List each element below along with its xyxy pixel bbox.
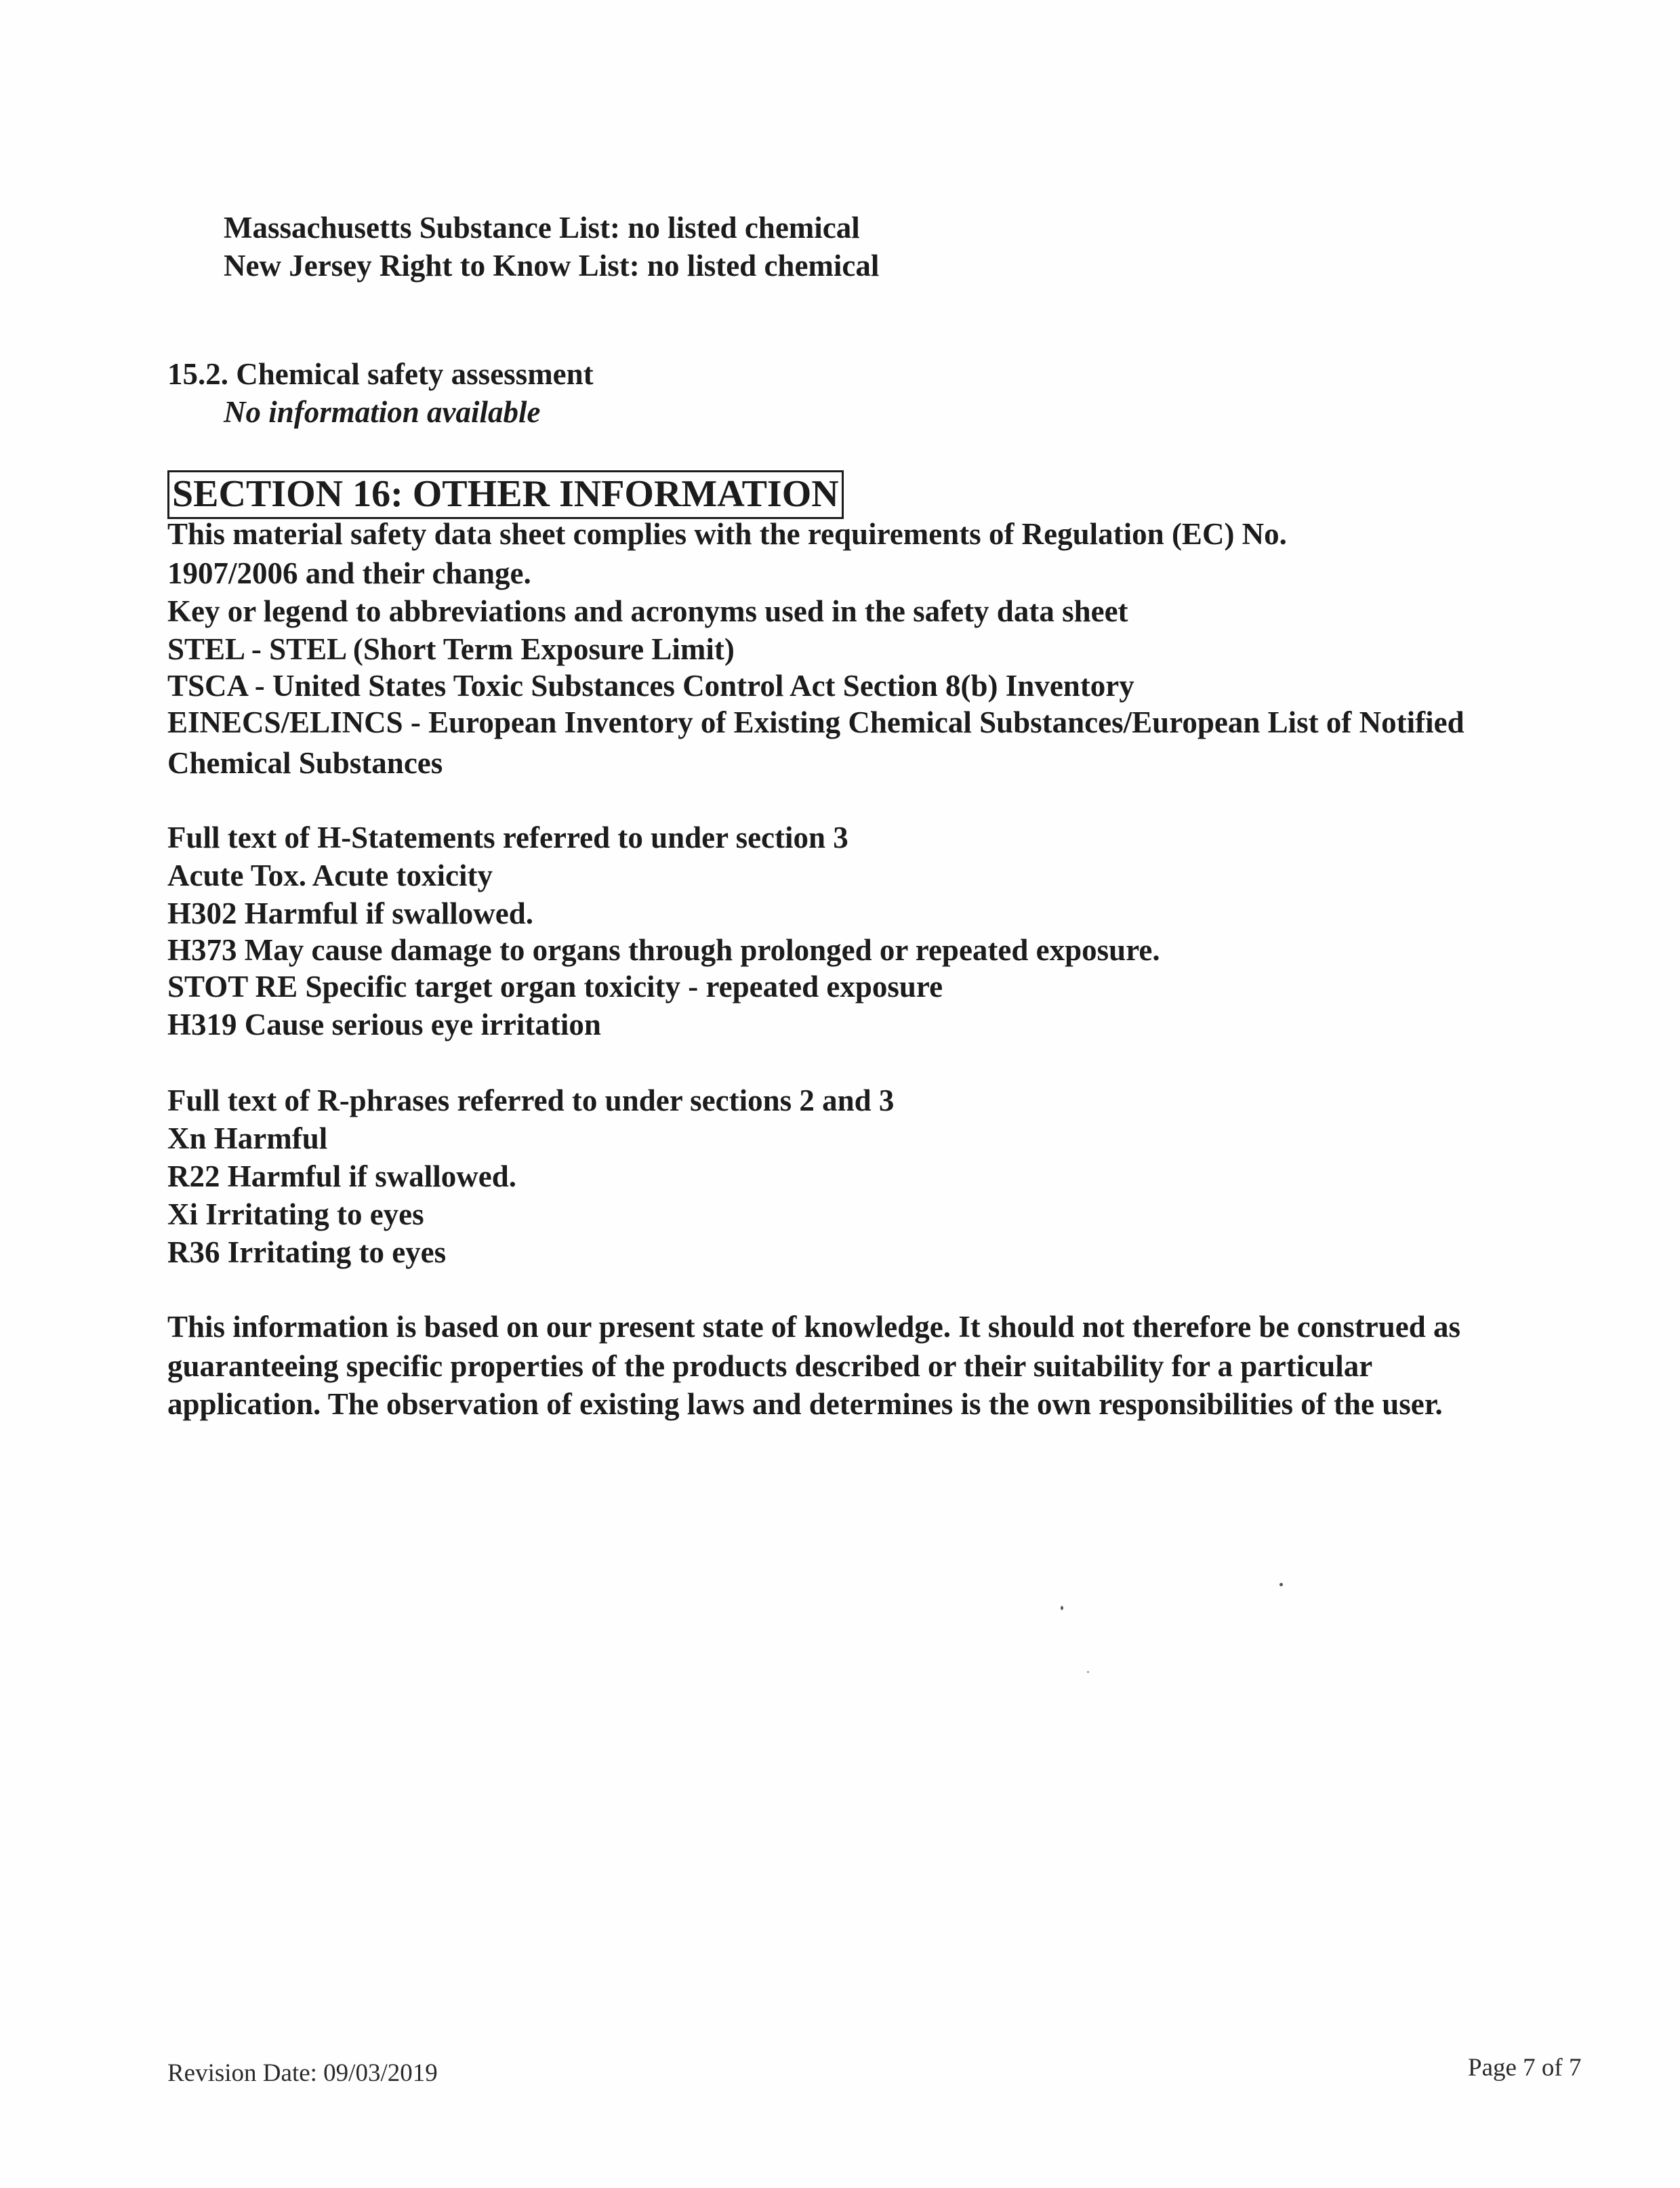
r-phrase-line: Xn Harmful xyxy=(167,1121,328,1155)
tsca-line: TSCA - United States Toxic Substances Control Act Section 8(b) Inventory xyxy=(167,669,1134,703)
einecs-line-2: Chemical Substances xyxy=(167,746,443,780)
heading-15-2: 15.2. Chemical safety assessment xyxy=(167,357,594,391)
r-phrases-heading: Full text of R-phrases referred to under sections 2 and 3 xyxy=(167,1083,895,1117)
new-jersey-line: New Jersey Right to Know List: no listed chemical xyxy=(224,249,880,283)
stel-line: STEL - STEL (Short Term Exposure Limit) xyxy=(167,632,735,666)
disclaimer-line: application. The observation of existing laws and determines is the own responsibilities of the user. xyxy=(167,1387,1443,1421)
complies-line-2: 1907/2006 and their change. xyxy=(167,556,531,590)
r-phrase-line: R22 Harmful if swallowed. xyxy=(167,1159,516,1193)
no-information-text: No information available xyxy=(224,395,541,429)
section-16-title: SECTION 16: OTHER INFORMATION xyxy=(167,470,844,519)
page-number: Page 7 of 7 xyxy=(1468,2054,1582,2082)
scan-speck xyxy=(1279,1583,1283,1586)
einecs-line-1: EINECS/ELINCS - European Inventory of Existing Chemical Substances/European List of Notified xyxy=(167,705,1464,739)
scan-speck xyxy=(1087,1671,1089,1673)
h-statement-line: H302 Harmful if swallowed. xyxy=(167,896,533,930)
r-phrase-line: R36 Irritating to eyes xyxy=(167,1235,447,1269)
disclaimer-line: guaranteeing specific properties of the products described or their suitability for a particular xyxy=(167,1349,1373,1383)
h-statement-line: STOT RE Specific target organ toxicity - repeated exposure xyxy=(167,970,943,1004)
h-statement-line: Acute Tox. Acute toxicity xyxy=(167,859,493,892)
massachusetts-line: Massachusetts Substance List: no listed chemical xyxy=(224,211,860,245)
key-legend-line: Key or legend to abbreviations and acronyms used in the safety data sheet xyxy=(167,594,1128,628)
h-statements-heading: Full text of H-Statements referred to under section 3 xyxy=(167,821,848,854)
scan-speck xyxy=(1061,1606,1063,1610)
complies-line-1: This material safety data sheet complies with the requirements of Regulation (EC) No. xyxy=(167,517,1287,551)
r-phrase-line: Xi Irritating to eyes xyxy=(167,1197,424,1231)
disclaimer-line: This information is based on our present state of knowledge. It should not therefore be construed as xyxy=(167,1310,1461,1344)
h-statement-line: H373 May cause damage to organs through prolonged or repeated exposure. xyxy=(167,933,1160,967)
revision-date: Revision Date: 09/03/2019 xyxy=(167,2059,438,2087)
h-statement-line: H319 Cause serious eye irritation xyxy=(167,1008,601,1041)
